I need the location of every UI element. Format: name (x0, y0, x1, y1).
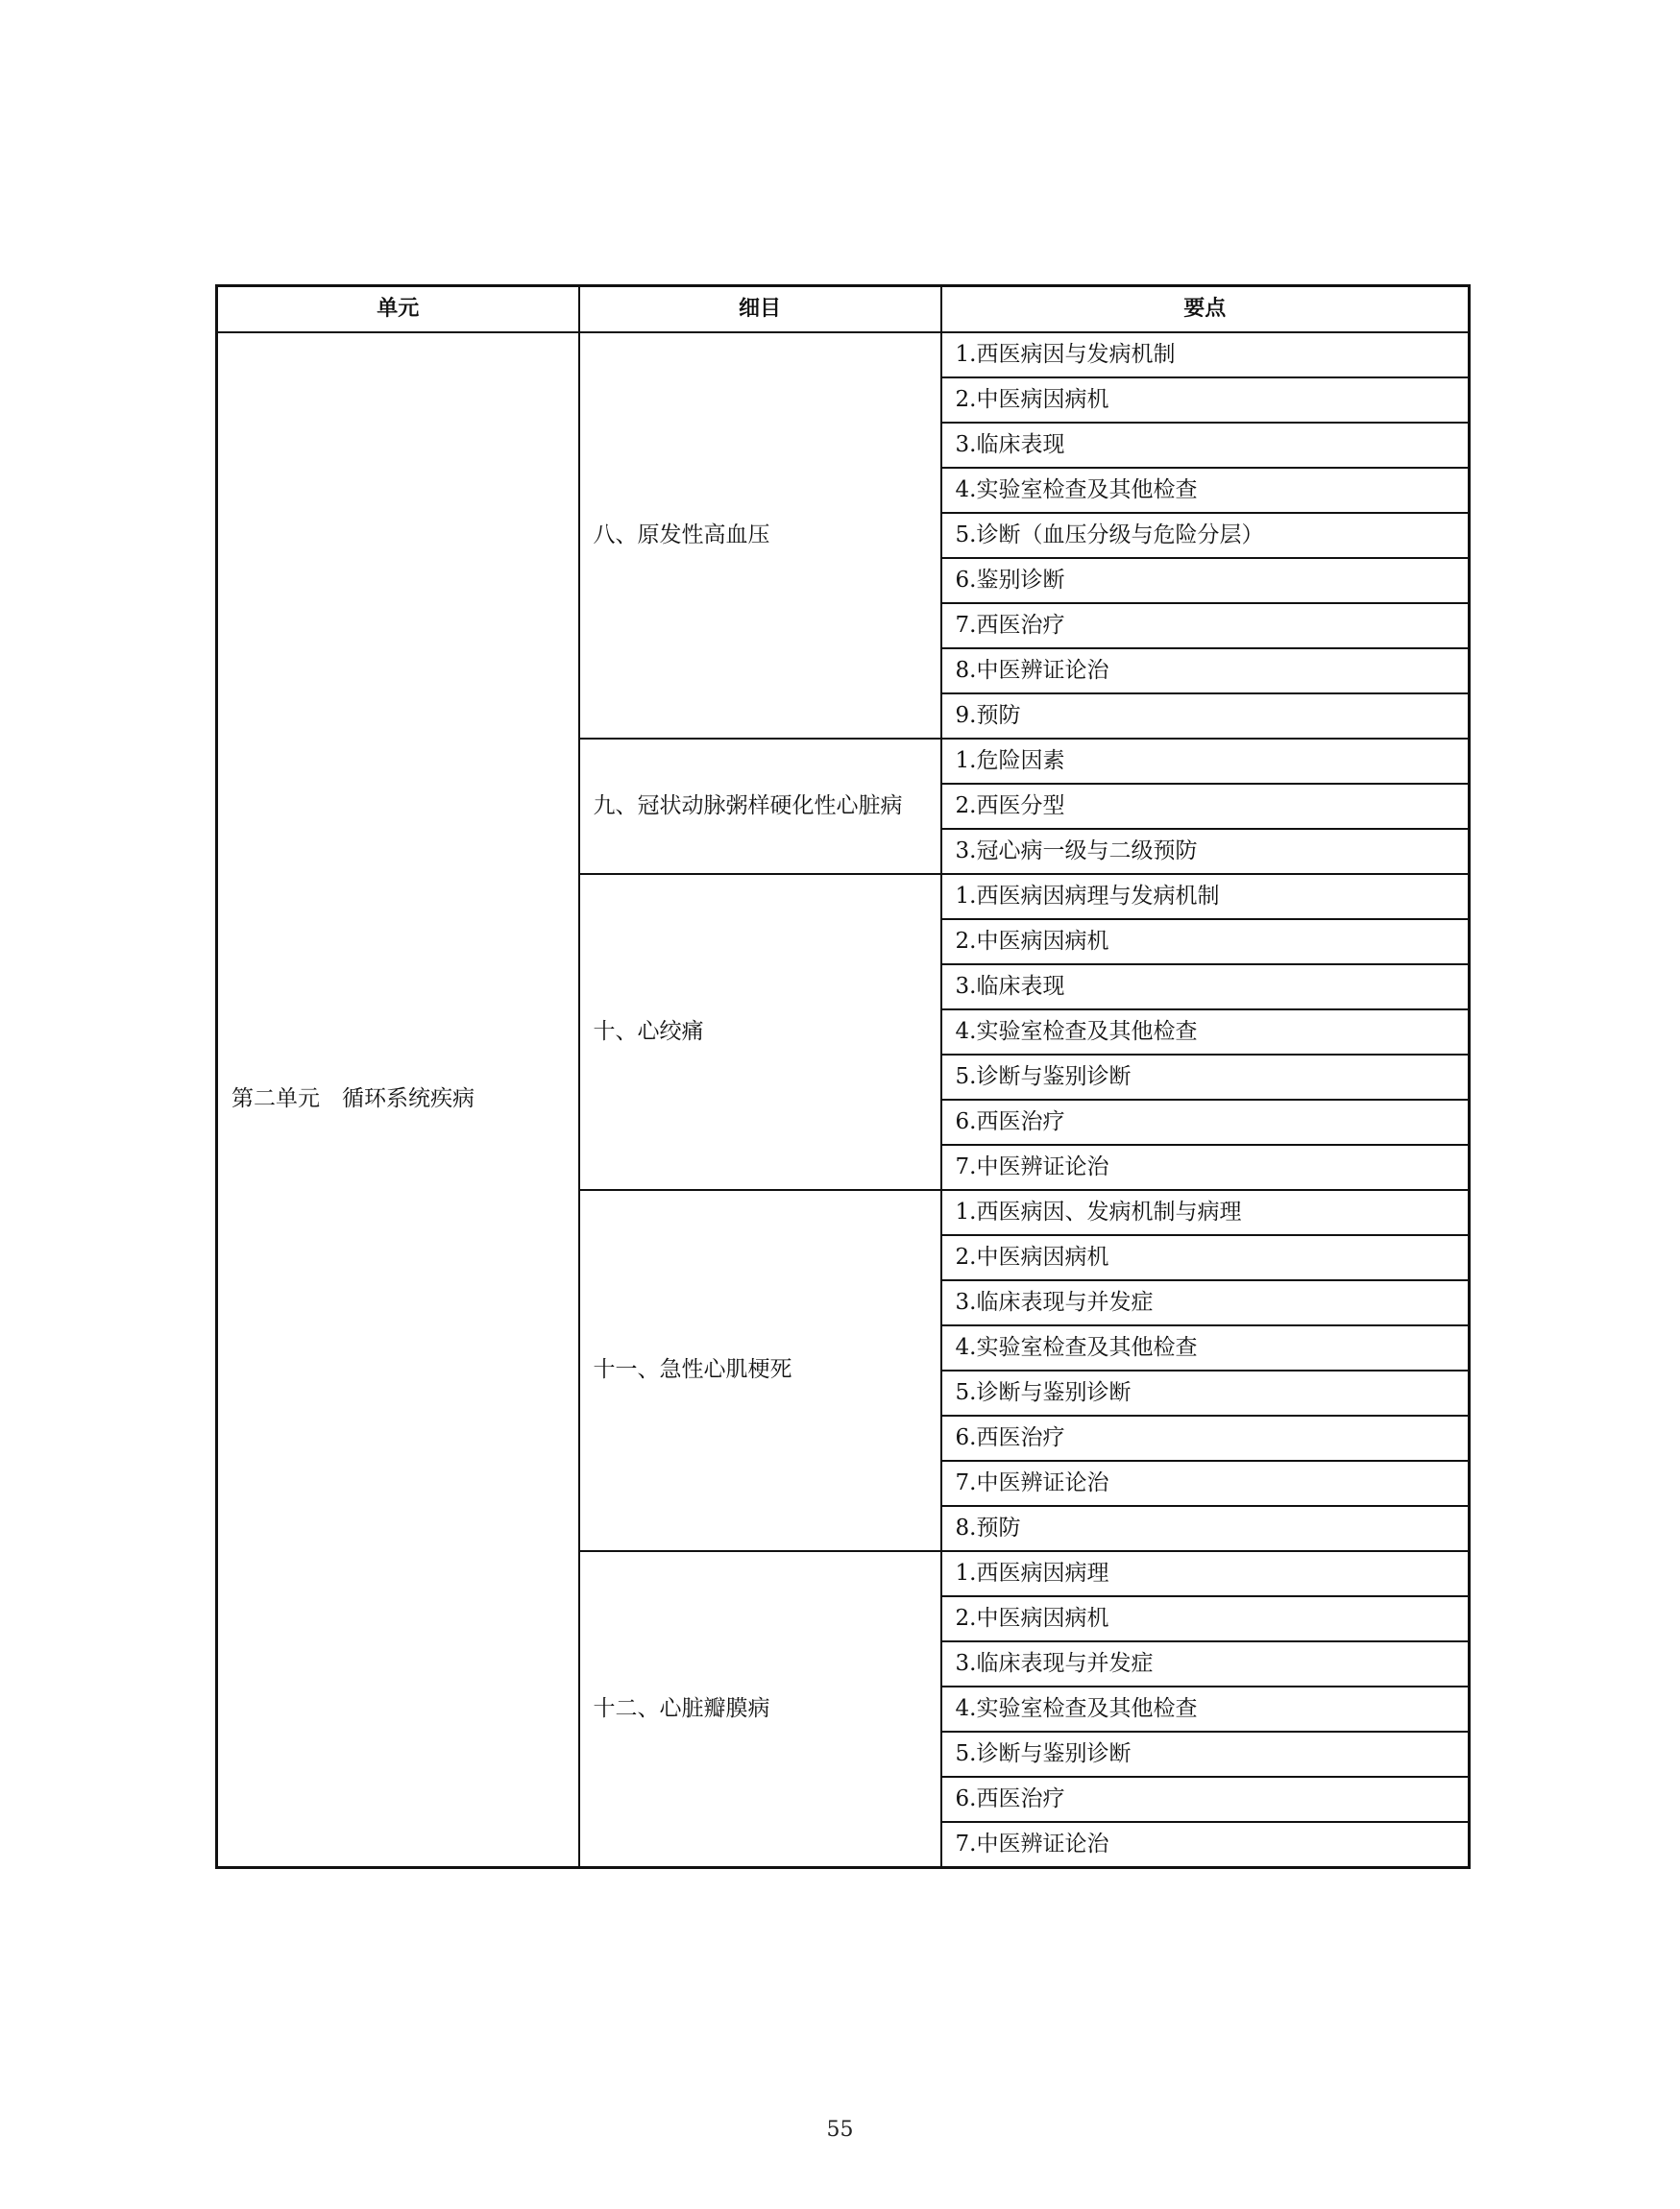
point-cell: 1.西医病因、发病机制与病理 (941, 1190, 1470, 1235)
item-cell: 十一、急性心肌梗死 (579, 1190, 941, 1551)
point-cell: 6.西医治疗 (941, 1777, 1470, 1822)
point-cell: 4.实验室检查及其他检查 (941, 1325, 1470, 1371)
item-cell: 九、冠状动脉粥样硬化性心脏病 (579, 739, 941, 874)
point-cell: 4.实验室检查及其他检查 (941, 468, 1470, 513)
point-cell: 8.预防 (941, 1506, 1470, 1551)
item-cell: 八、原发性高血压 (579, 332, 941, 739)
syllabus-table (215, 284, 1471, 1869)
point-cell: 7.中医辨证论治 (941, 1145, 1470, 1190)
point-cell: 6.西医治疗 (941, 1416, 1470, 1461)
header-item: 细目 (579, 286, 941, 333)
point-cell: 5.诊断（血压分级与危险分层） (941, 513, 1470, 558)
point-cell: 3.冠心病一级与二级预防 (941, 829, 1470, 874)
point-cell: 3.临床表现 (941, 964, 1470, 1009)
point-cell: 5.诊断与鉴别诊断 (941, 1055, 1470, 1100)
point-cell: 3.临床表现与并发症 (941, 1280, 1470, 1325)
point-cell: 1.西医病因与发病机制 (941, 332, 1470, 377)
point-cell: 5.诊断与鉴别诊断 (941, 1371, 1470, 1416)
unit-cell: 第二单元 循环系统疾病 (217, 332, 579, 1868)
point-cell: 8.中医辨证论治 (941, 648, 1470, 693)
table-header (217, 286, 1470, 333)
header-row (217, 286, 1470, 333)
item-cell: 十、心绞痛 (579, 874, 941, 1190)
point-cell: 6.西医治疗 (941, 1100, 1470, 1145)
point-cell: 2.中医病因病机 (941, 377, 1470, 423)
table-body (217, 332, 1470, 1868)
point-cell: 2.西医分型 (941, 784, 1470, 829)
table-row (217, 332, 1470, 377)
point-cell: 4.实验室检查及其他检查 (941, 1687, 1470, 1732)
point-cell: 7.西医治疗 (941, 603, 1470, 648)
point-cell: 1.西医病因病理 (941, 1551, 1470, 1596)
item-cell: 十二、心脏瓣膜病 (579, 1551, 941, 1868)
point-cell: 1.危险因素 (941, 739, 1470, 784)
point-cell: 2.中医病因病机 (941, 1596, 1470, 1641)
page-number: 55 (826, 2118, 854, 2142)
header-point: 要点 (941, 286, 1470, 333)
point-cell: 5.诊断与鉴别诊断 (941, 1732, 1470, 1777)
header-unit: 单元 (217, 286, 579, 333)
point-cell: 4.实验室检查及其他检查 (941, 1009, 1470, 1055)
point-cell: 6.鉴别诊断 (941, 558, 1470, 603)
point-cell: 2.中医病因病机 (941, 919, 1470, 964)
point-cell: 7.中医辨证论治 (941, 1822, 1470, 1868)
point-cell: 3.临床表现与并发症 (941, 1641, 1470, 1687)
point-cell: 1.西医病因病理与发病机制 (941, 874, 1470, 919)
point-cell: 3.临床表现 (941, 423, 1470, 468)
point-cell: 7.中医辨证论治 (941, 1461, 1470, 1506)
point-cell: 9.预防 (941, 693, 1470, 739)
point-cell: 2.中医病因病机 (941, 1235, 1470, 1280)
